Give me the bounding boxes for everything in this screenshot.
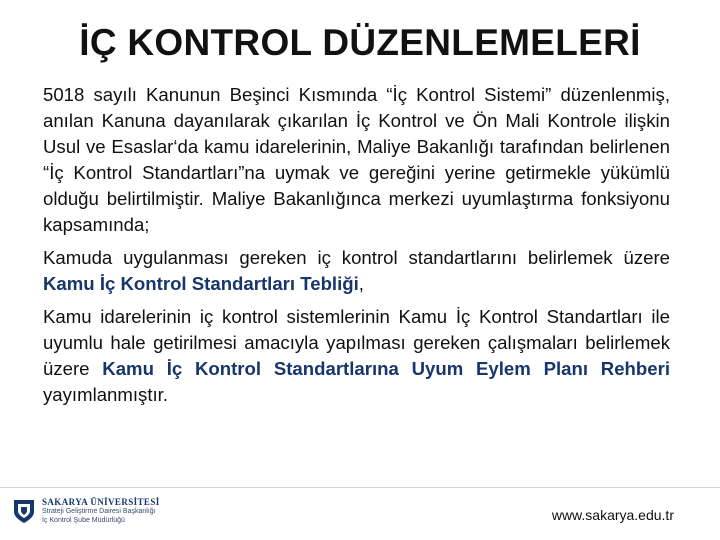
paragraph-2 <box>43 245 670 297</box>
paragraph-2-end: , <box>358 273 364 294</box>
paragraph-2-highlight: Kamu İç Kontrol Standartları Tebliği <box>43 273 359 294</box>
slide-title: İÇ KONTROL DÜZENLEMELERİ <box>79 22 641 63</box>
paragraph-1: 5018 sayılı Kanunun Beşinci Kısmında “İç Kontrol Sistemi” düzenlenmiş, anılan Kanuna dayanılarak çıkarılan İç Kontrol ve Ön Mali Kontrole ilişkin Usul ve Esaslar‘da kamu idarelerinin, Maliye Bakanlığı tarafından belirlenen “İç Kontrol Standartları”na uymak ve gereğini yerine getirmekle yükümlü olduğu belirtilmiştir. Maliye Bakanlığınca merkezi uyumlaştırma fonksiyonu kapsamında; <box>43 84 670 235</box>
logo-office: İç Kontrol Şube Müdürlüğü <box>42 516 125 524</box>
paragraph-3 <box>43 304 670 408</box>
slide-body <box>43 82 670 408</box>
paragraph-2-text: Kamuda uygulanması gereken iç kontrol standartlarını belirlemek üzere <box>43 247 670 268</box>
footer-url[interactable]: www.sakarya.edu.tr <box>551 507 674 523</box>
footer-divider <box>0 487 720 488</box>
paragraph-3-highlight: Kamu İç Kontrol Standartlarına Uyum Eylem Planı Rehberi <box>102 358 670 379</box>
logo-text <box>42 498 160 525</box>
university-logo <box>12 496 182 526</box>
paragraph-3-end: yayımlanmıştır. <box>43 384 169 405</box>
logo-department: Strateji Geliştirme Dairesi Başkanlığı <box>42 507 156 515</box>
paragraph-3-text: Kamu idarelerinin iç kontrol sistemlerinin Kamu İç Kontrol Standartları ile uyumlu hale getirilmesi amacıyla yapılması gereken çalışmaları belirlemek üzere <box>43 306 670 379</box>
university-logo-icon <box>12 498 36 524</box>
logo-university-name: SAKARYA ÜNİVERSİTESİ <box>42 496 160 507</box>
